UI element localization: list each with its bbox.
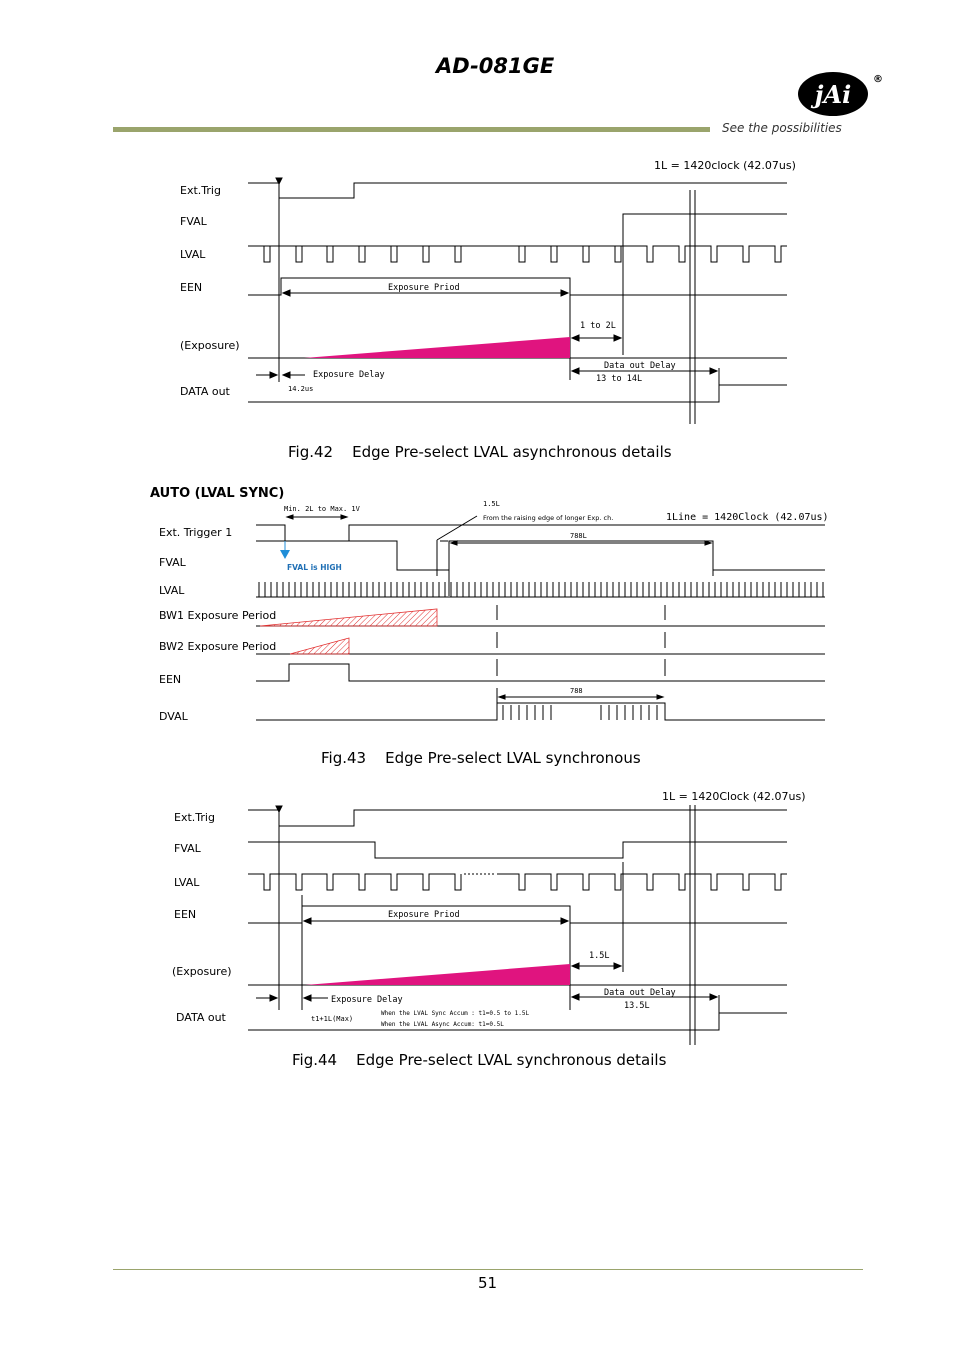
fig43-line-definition: 1Line = 1420Clock (42.07us) [666, 512, 829, 523]
fig44-label-exttrig: Ext.Trig [174, 811, 215, 824]
fig42-label-lval: LVAL [180, 248, 206, 261]
fig42-label-dataout: DATA out [180, 385, 230, 398]
fig44-label-een: EEN [174, 908, 197, 921]
fig44-exposure-delay: Exposure Delay [331, 995, 403, 1005]
fig44-range: 13.5L [624, 1001, 650, 1011]
fig42-data-out-delay: Data out Delay [604, 361, 676, 371]
fig44-note-async: When the LVAL Async Accum: t1=0.5L [381, 1021, 504, 1028]
tagline: See the possibilities [722, 121, 842, 135]
fig44-exposure-period: Exposure Priod [388, 910, 460, 920]
svg-text:jAi: jAi [814, 80, 852, 109]
fig43-label-trigger: Ext. Trigger 1 [159, 526, 233, 539]
fig42-label-exttrig: Ext.Trig [180, 184, 221, 197]
fig44-t1: t1+1L(Max) [311, 1015, 354, 1023]
fig43-label-lval: LVAL [159, 584, 185, 597]
fig42-range-1to2: 1 to 2L [580, 321, 616, 331]
fig43-raising-note: From the raising edge of longer Exp. ch. [483, 514, 614, 522]
fig43-fval-note: FVAL is HIGH [287, 563, 342, 572]
fig42-range-13to14: 13 to 14L [596, 374, 643, 384]
fig43-heading: AUTO (LVAL SYNC) [150, 486, 285, 501]
fig42-exposure-delay: Exposure Delay [313, 370, 385, 380]
fig44-data-out-delay: Data out Delay [604, 988, 676, 998]
page-number: 51 [478, 1274, 498, 1292]
fig43-label-dval: DVAL [159, 710, 188, 723]
fig44-note-sync: When the LVAL Sync Accum : t1=0.5 to 1.5L [381, 1010, 530, 1017]
fig43-label-bw2: BW2 Exposure Period [159, 640, 277, 653]
fig44-caption: Fig.44 Edge Pre-select LVAL synchronous details [292, 1051, 667, 1069]
fig42-caption: Fig.42 Edge Pre-select LVAL asynchronous details [288, 443, 672, 461]
document-title: AD-081GE [436, 54, 555, 78]
fig43-count-788: 788 [570, 687, 583, 695]
fig42-label-fval: FVAL [180, 215, 207, 228]
fig43-caption: Fig.43 Edge Pre-select LVAL synchronous [321, 749, 641, 767]
fig42-line-definition: 1L = 1420clock (42.07us) [654, 159, 796, 172]
fig43-count-788l: 788L [570, 532, 587, 540]
fig44-label-dataout: DATA out [176, 1011, 226, 1024]
fig43-label-fval: FVAL [159, 556, 186, 569]
fig42-label-exposure: (Exposure) [180, 339, 240, 352]
fig44-label-fval: FVAL [174, 842, 201, 855]
svg-text:®: ® [873, 74, 882, 85]
fig42-label-een: EEN [180, 281, 203, 294]
fig43-label-een: EEN [159, 673, 182, 686]
fig44-line-definition: 1L = 1420Clock (42.07us) [662, 790, 806, 803]
fig42-exposure-delay-value: 14.2us [288, 385, 314, 393]
footer-rule [113, 1269, 863, 1270]
fig43-l15: 1.5L [483, 500, 500, 508]
fig44-label-exposure: (Exposure) [172, 965, 232, 978]
fig44-label-lval: LVAL [174, 876, 200, 889]
fig43-min-max: Min. 2L to Max. 1V [284, 505, 360, 513]
fig42-exposure-period: Exposure Priod [388, 283, 460, 293]
fig44-l15: 1.5L [589, 951, 610, 961]
fig44-exposure-ramp [305, 964, 570, 985]
fig43-label-bw1: BW1 Exposure Period [159, 609, 277, 622]
